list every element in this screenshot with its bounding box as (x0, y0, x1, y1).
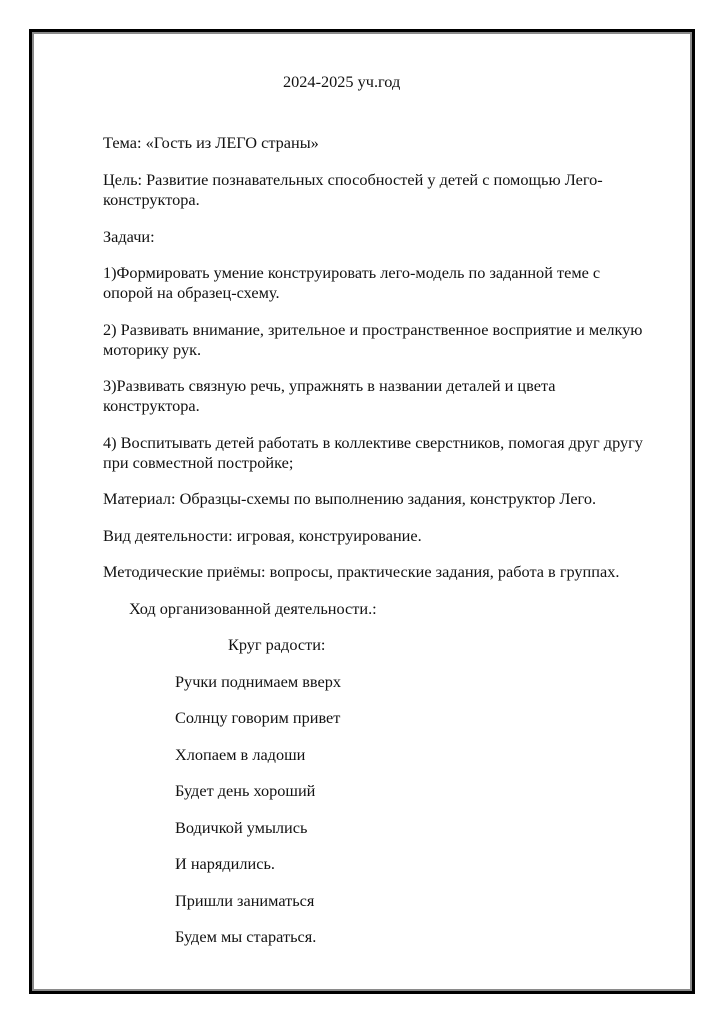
task-3-line-2: конструктора. (103, 396, 200, 415)
goal-line-2: конструктора. (103, 190, 200, 209)
poem-line: Будет день хороший (175, 781, 316, 800)
poem-line: Хлопаем в ладоши (175, 745, 306, 764)
task-1-line-1: 1)Формировать умение конструировать лего-модель по заданной теме с (103, 263, 601, 282)
poem-line: Водичкой умылись (175, 818, 308, 837)
topic: Тема: «Гость из ЛЕГО страны» (103, 133, 319, 152)
poem-line: Солнцу говорим привет (175, 708, 341, 727)
year-heading: 2024-2025 уч.год (283, 72, 401, 91)
methods: Методические приёмы: вопросы, практические задания, работа в группах. (103, 562, 620, 581)
poem-line: И нарядились. (175, 854, 275, 873)
poem-line: Пришли заниматься (175, 891, 315, 910)
task-4-line-1: 4) Воспитывать детей работать в коллективе сверстников, помогая друг другу (103, 433, 643, 452)
poem-line: Ручки поднимаем вверх (175, 672, 341, 691)
task-2-line-1: 2) Развивать внимание, зрительное и пространственное восприятие и мелкую (103, 320, 643, 339)
tasks-label: Задачи: (103, 227, 155, 246)
course-heading: Ход организованной деятельности.: (129, 599, 377, 618)
task-4-line-2: при совместной постройке; (103, 453, 294, 472)
task-3-line-1: 3)Развивать связную речь, упражнять в названии деталей и цвета (103, 376, 556, 395)
poem-line: Будем мы стараться. (175, 927, 317, 946)
activity-type: Вид деятельности: игровая, конструирование. (103, 526, 422, 545)
goal-line-1: Цель: Развитие познавательных способностей у детей с помощью Лего- (103, 170, 603, 189)
task-1-line-2: опорой на образец-схему. (103, 283, 280, 302)
poem-title: Круг радости: (228, 635, 326, 654)
material: Материал: Образцы-схемы по выполнению задания, конструктор Лего. (103, 489, 597, 508)
task-2-line-2: моторику рук. (103, 340, 202, 359)
